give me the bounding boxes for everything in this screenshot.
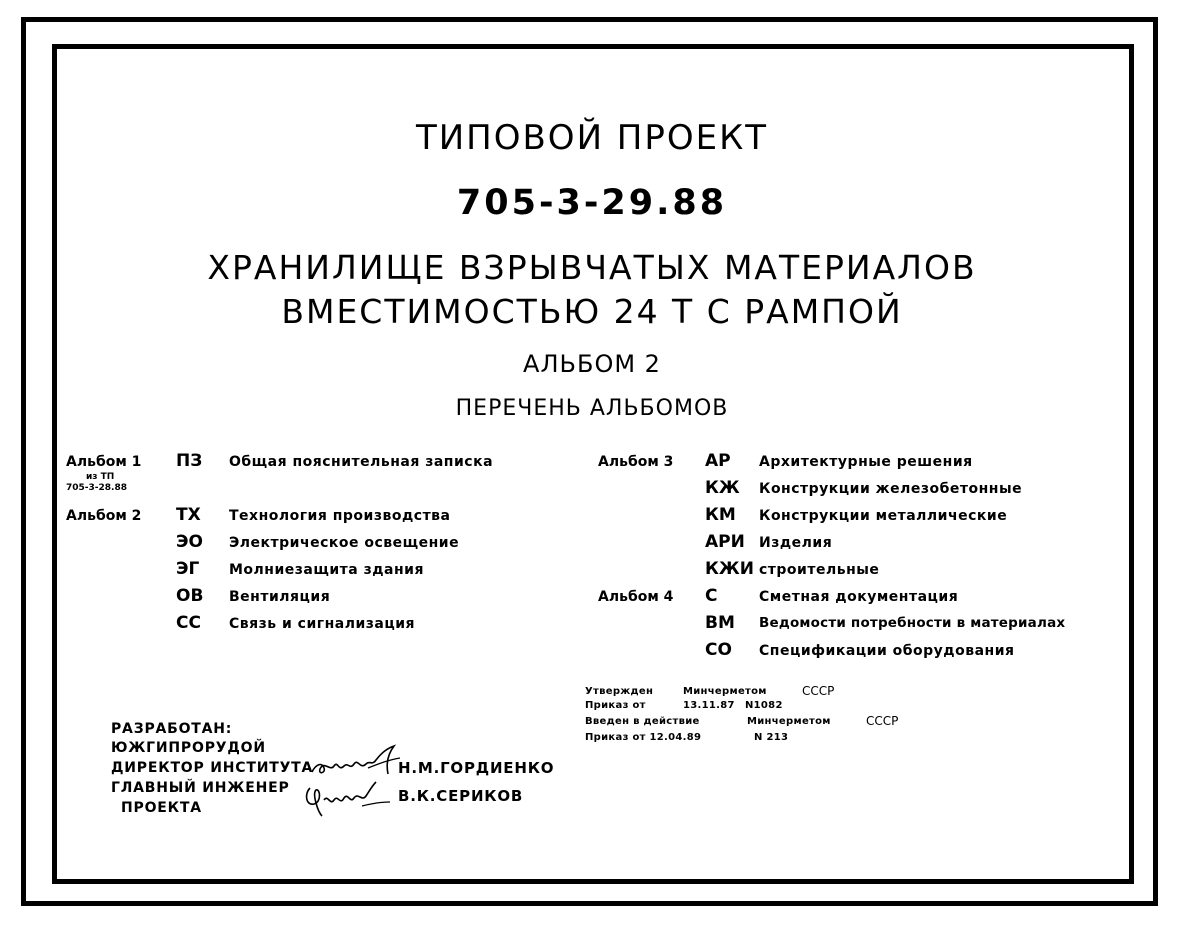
list-item: Сметная документация bbox=[759, 589, 959, 605]
album1-label: Альбом 1 bbox=[66, 454, 142, 470]
approval-line1-b: Минчерметом bbox=[683, 686, 767, 697]
list-code: С bbox=[705, 586, 718, 606]
list-code: КЖ bbox=[705, 478, 740, 498]
list-item: Изделия bbox=[759, 535, 833, 551]
developed-label: РАЗРАБОТАН: bbox=[111, 721, 233, 737]
list-item: Электрическое освещение bbox=[229, 535, 460, 551]
list-code: ОВ bbox=[176, 586, 204, 606]
approval-line2-b: 13.11.87 bbox=[683, 700, 735, 711]
list-item: строительные bbox=[759, 562, 880, 578]
list-code: ЭГ bbox=[176, 559, 200, 579]
album-number: АЛЬБОМ 2 bbox=[523, 350, 661, 378]
approval-line1-a: Утвержден bbox=[585, 686, 654, 697]
list-code: ЭО bbox=[176, 532, 203, 552]
list-item: Вентиляция bbox=[229, 589, 331, 605]
chief-engineer-name: В.К.СЕРИКОВ bbox=[398, 787, 524, 805]
chief-engineer-role-2: ПРОЕКТА bbox=[121, 800, 202, 816]
album4-label: Альбом 4 bbox=[598, 589, 674, 605]
list-item: Молниезащита здания bbox=[229, 562, 424, 578]
list-code: ПЗ bbox=[176, 451, 203, 471]
list-code: СС bbox=[176, 613, 201, 633]
album3-label: Альбом 3 bbox=[598, 454, 674, 470]
album1-source: из ТП bbox=[86, 472, 115, 482]
list-item: Конструкции металлические bbox=[759, 508, 1008, 524]
list-code: КЖИ bbox=[705, 559, 754, 579]
director-name: Н.М.ГОРДИЕНКО bbox=[398, 759, 555, 777]
list-code: ТХ bbox=[176, 505, 201, 525]
approval-line2-a: Приказ от bbox=[585, 700, 646, 711]
list-code: КМ bbox=[705, 505, 736, 525]
list-item: Технология производства bbox=[229, 508, 451, 524]
approval-line3-a: Введен в действие bbox=[585, 716, 700, 727]
album2-label: Альбом 2 bbox=[66, 508, 142, 524]
director-role: ДИРЕКТОР ИНСТИТУТА bbox=[111, 760, 314, 776]
list-code: АР bbox=[705, 451, 731, 471]
project-title-line2: ВМЕСТИМОСТЬЮ 24 Т С РАМПОЙ bbox=[281, 292, 903, 331]
approval-line3-b: Минчерметом bbox=[747, 716, 831, 727]
doc-type-title: ТИПОВОЙ ПРОЕКТ bbox=[415, 118, 769, 158]
chief-engineer-role: ГЛАВНЫЙ ИНЖЕНЕР bbox=[111, 780, 290, 796]
chief-engineer-signature bbox=[300, 776, 392, 820]
list-code: АРИ bbox=[705, 532, 745, 552]
list-code: СО bbox=[705, 640, 732, 660]
list-item: Конструкции железобетонные bbox=[759, 481, 1023, 497]
project-number: 705-3-29.88 bbox=[456, 183, 728, 223]
approval-line2-c: N1082 bbox=[745, 700, 783, 711]
list-item: Архитектурные решения bbox=[759, 454, 973, 470]
list-item: Общая пояснительная записка bbox=[229, 454, 494, 470]
project-title-line1: ХРАНИЛИЩЕ ВЗРЫВЧАТЫХ МАТЕРИАЛОВ bbox=[207, 248, 977, 287]
approval-line4-a: Приказ от 12.04.89 bbox=[585, 732, 702, 743]
list-item: Спецификации оборудования bbox=[759, 643, 1015, 659]
approval-line1-c: СССР bbox=[802, 684, 835, 698]
list-code: ВМ bbox=[705, 613, 735, 633]
approval-line3-c: СССР bbox=[866, 714, 899, 728]
developer-organization: ЮЖГИПРОРУДОЙ bbox=[111, 740, 266, 756]
list-item: Ведомости потребности в материалах bbox=[759, 615, 1066, 631]
album1-source-number: 705-3-28.88 bbox=[66, 483, 127, 493]
list-item: Связь и сигнализация bbox=[229, 616, 416, 632]
approval-line4-b: N 213 bbox=[754, 732, 789, 743]
album-list-title: ПЕРЕЧЕНЬ АЛЬБОМОВ bbox=[455, 396, 729, 421]
